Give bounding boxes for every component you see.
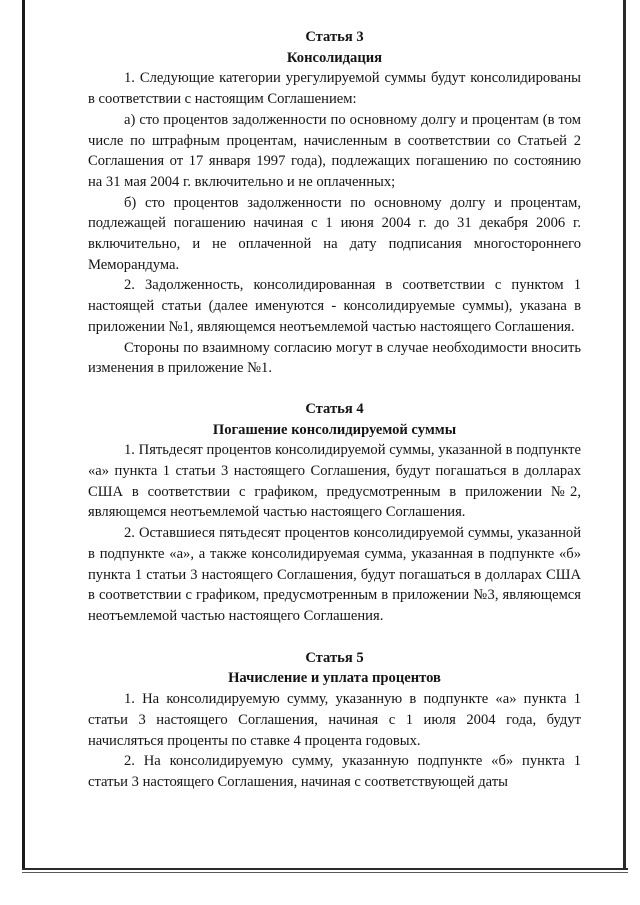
article-3-paragraph-a: а) сто процентов задолженности по основному долгу и процентам (в том числе по штрафным процентам, начисленным в соответствии со Статьей 2 Соглашения от 17 января 1997 года), подлежащих погашению по состоянию на 31 мая 2004 г. включительно и не оплаченных;	[88, 111, 581, 190]
document-body	[88, 27, 581, 793]
article-4-number: Статья 4	[305, 400, 364, 417]
article-4-title: Погашение консолидируемой суммы	[212, 421, 457, 438]
article-3-paragraph-b: б) сто процентов задолженности по основному долгу и процентам, подлежащей погашению начиная с 1 июня 2004 г. до 31 декабря 2006 г. включительно, и не оплаченной на дату подписания многостороннего Меморандума.	[88, 194, 581, 273]
article-3-number: Статья 3	[305, 29, 364, 45]
article-3-paragraph-1: 1. Следующие категории урегулируемой суммы будут консолидированы в соответствии с настоящим Соглашением:	[88, 70, 581, 108]
article-5-paragraph-2: 2. На консолидируемую сумму, указанную подпункте «б» пункта 1 статьи 3 настоящего Соглашения, начиная с соответствующей даты	[88, 753, 581, 790]
page-border-left	[22, 0, 25, 870]
article-5-number: Статья 5	[305, 649, 364, 666]
section-gap	[88, 379, 581, 399]
article-3-paragraph-2: 2. Задолженность, консолидированная в соответствии с пунктом 1 настоящей статьи (далее именуются - консолидируемые суммы), указана в приложении №1, являющемся неотъемлемой частью настоящего Соглашения.	[88, 277, 581, 335]
article-5-paragraph-1: 1. На консолидируемую сумму, указанную в подпункте «а» пункта 1 статьи 3 настоящего Соглашения, начиная с 1 июля 2004 года, будут начисляться проценты по ставке 4 процента годовых.	[88, 691, 581, 749]
section-gap	[88, 627, 581, 648]
page-border-bottom	[22, 868, 628, 870]
article-5-title: Начисление и уплата процентов	[228, 670, 441, 687]
article-3-paragraph-3: Стороны по взаимному согласию могут в случае необходимости вносить изменения в приложение №1.	[88, 339, 581, 377]
article-3-title: Консолидация	[286, 49, 383, 66]
article-4-paragraph-2: 2. Оставшиеся пятьдесят процентов консолидируемой суммы, указанной в подпункте «а», а также консолидируемая сумма, указанная в подпункте «б» пункта 1 статьи 3 настоящего Соглашения, будут погашаться в долларах США в соответствии с графиком, предусмотренным в приложении №3, являющемся неотъемлемой частью настоящего Соглашения.	[88, 525, 581, 624]
article-4-paragraph-1: 1. Пятьдесят процентов консолидируемой суммы, указанной в подпункте «а» пункта 1 статьи 3 настоящего Соглашения, будут погашаться в долларах США в соответствии с графиком, предусмотренным в приложении №2, являющемся неотъемлемой частью настоящего Соглашения.	[88, 442, 581, 521]
article-4	[88, 399, 581, 627]
article-3	[88, 27, 581, 379]
article-5	[88, 648, 581, 793]
page-border-right	[623, 0, 626, 870]
page-border-bottom-inner	[22, 872, 628, 873]
